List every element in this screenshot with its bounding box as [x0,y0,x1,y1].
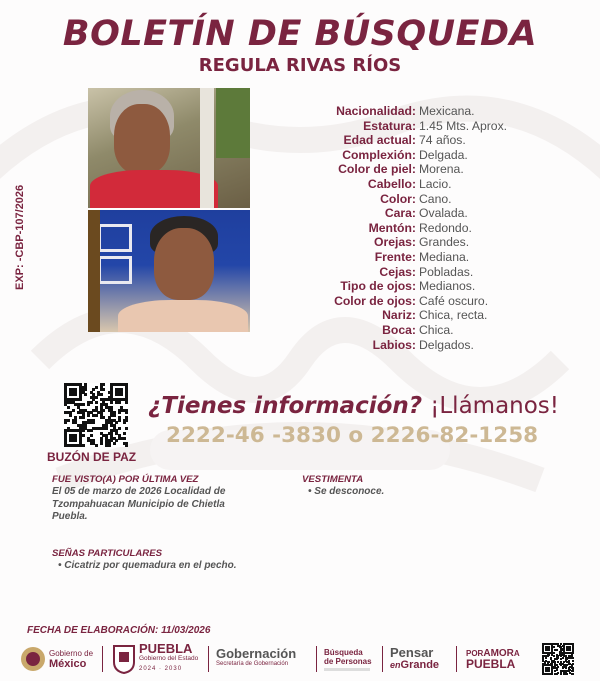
qr-module [90,429,93,432]
detail-row: Mentón: Redondo. [368,220,472,235]
detail-row: Complexión: Delgada. [342,147,468,162]
qr-module [562,667,564,669]
qr-module [120,393,123,396]
buzon-label: BUZÓN DE PAZ [47,450,137,464]
last-seen-text: El 05 de marzo de 2026 Localidad de Tzompahuacan Municipio de Chietla Puebla. [52,486,226,522]
clothing-heading: VESTIMENTA [302,474,364,485]
qr-module [125,427,128,430]
qr-module [69,414,72,417]
qr-module [90,401,93,404]
detail-row: Tipo de ojos: Medianos. [340,279,476,294]
qr-module [566,673,568,675]
qr-module [87,414,90,417]
qr-module [118,401,121,404]
qr-module [102,383,105,386]
qr-module [118,411,121,414]
detail-row: Cara: Ovalada. [384,206,468,221]
detail-row: Labios: Delgados. [372,337,474,352]
qr-module [102,388,105,391]
buzon-qr-code[interactable] [64,383,128,447]
qr-module [113,442,116,445]
puebla-logo: PUEBLA Gobierno del Estado 2024 · 2030 [112,642,198,676]
qr-module [551,673,553,675]
qr-module [560,658,562,660]
qr-module [72,409,75,412]
qr-module [105,427,108,430]
qr-module [572,673,574,675]
qr-module [565,667,567,669]
qr-module [82,444,85,447]
qr-module [118,419,121,422]
qr-module [95,396,98,399]
qr-module [92,421,95,424]
elaboration-date: FECHA DE ELABORACIÓN: 11/03/2026 [27,625,211,636]
qr-module [123,437,126,440]
qr-module [74,439,77,442]
qr-module [548,670,550,672]
qr-module [95,414,98,417]
qr-module [569,649,571,651]
qr-module [545,657,547,659]
qr-module [123,432,126,435]
qr-module [560,673,562,675]
qr-module [125,444,128,447]
qr-module [67,406,70,409]
detail-row: Nariz: Chica, recta. [382,308,488,323]
case-number: EXP: -CBP-107/2026 [14,184,26,290]
qr-module [554,670,556,672]
qr-module [556,649,558,651]
call-us: ¡Llámanos! [430,393,560,419]
qr-module [556,673,558,675]
qr-module [572,670,574,672]
footer-logos [20,642,580,676]
detail-row: Frente: Mediana. [374,249,470,264]
detail-row: Estatura: 1.45 Mts. Aprox. [363,118,508,133]
qr-module [95,386,98,389]
qr-module [115,421,118,424]
qr-module [95,401,98,404]
qr-module [92,388,95,391]
gobierno-mexico-logo: Gobierno de México [20,642,93,676]
detail-row: Edad actual: 74 años. [343,133,466,148]
qr-module [572,657,574,659]
person-photo-1 [88,88,250,208]
busqueda-personas-logo: Búsqueda de Personas [324,642,372,676]
detail-row: Cabello: Lacio. [367,176,452,191]
detail-row: Color: Cano. [380,191,452,206]
puebla-shield-icon [112,644,136,674]
gobernacion-logo: Gobernación Secretaría de Gobernación [216,646,297,667]
info-callout [148,393,559,419]
qr-module [100,442,103,445]
marks-item: • Cicatriz por quemadura en el pecho. [58,560,237,571]
por-amor-a-puebla-logo: PORAMORA PUEBLA [466,648,520,671]
qr-module [79,398,82,401]
qr-module [82,403,85,406]
marks-heading: SEÑAS PARTICULARES [52,548,162,559]
qr-module [125,411,128,414]
qr-module [90,434,93,437]
pensar-en-grande-logo: Pensar enGrande [390,645,440,671]
qr-module [100,393,103,396]
qr-module [64,421,67,424]
info-question: ¿Tienes información? [148,393,423,419]
person-name: REGULA RIVAS RÍOS [198,55,402,76]
phone-numbers[interactable]: 2222-46 -3830 o 2226-82-1258 [166,423,539,448]
detail-row: Nacionalidad: Mexicana. [336,104,475,118]
qr-module [110,401,113,404]
qr-module [82,416,85,419]
qr-module [115,439,118,442]
qr-module [572,660,574,662]
eagle-emblem-icon [20,646,46,672]
detail-row: Cejas: Pobladas. [379,264,474,279]
qr-module [125,401,128,404]
qr-module [548,649,550,651]
detail-row: Color de ojos: Café oscuro. [334,293,489,308]
qr-module [125,419,128,422]
qr-module [95,444,98,447]
footer-qr-code[interactable] [542,643,574,675]
qr-module [123,421,126,424]
qr-module [74,393,77,396]
qr-module [553,655,555,657]
detail-row: Color de piel: Morena. [338,162,464,177]
detail-row: Boca: Chica. [382,322,454,337]
last-seen-heading: FUE VISTO(A) POR ÚLTIMA VEZ [52,474,199,485]
person-photo-2 [88,210,250,332]
qr-module [556,658,558,660]
qr-module [87,403,90,406]
clothing-item: • Se desconoce. [308,486,385,497]
qr-module [84,388,87,391]
qr-module [108,444,111,447]
page-title: BOLETÍN DE BÚSQUEDA [62,14,538,54]
person-details [262,104,592,352]
qr-module [84,393,87,396]
qr-module [118,427,121,430]
qr-module [102,409,105,412]
qr-module [113,414,116,417]
detail-row: Orejas: Grandes. [373,235,470,250]
